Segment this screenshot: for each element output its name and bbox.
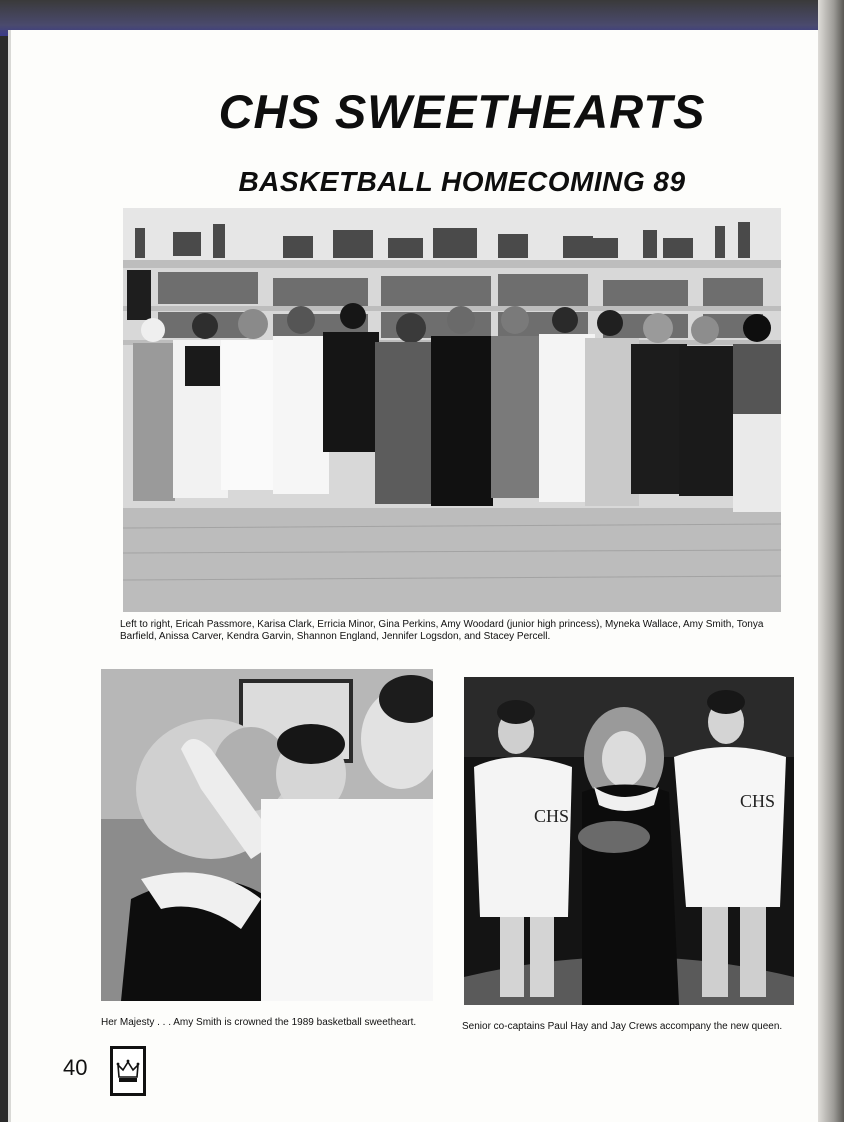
jersey-lettering-left: CHS: [534, 806, 570, 826]
captains-photo: [464, 677, 794, 1005]
captains-photo-caption: Senior co-captains Paul Hay and Jay Crews accompany the new queen.: [462, 1021, 783, 1032]
group-photo-caption: Left to right, Ericah Passmore, Karisa Clark, Erricia Minor, Gina Perkins, Amy Woodard (junior high princess), Myneka Wallace, Amy Smith, Tonya Barfield, Anissa Carver, Kendra Garvin, Shannon England, Jennifer Logsdon, and Stacey Percell.: [120, 619, 764, 642]
page-subtitle: BASKETBALL HOMECOMING 89: [238, 166, 686, 197]
page-number: 40: [63, 1055, 88, 1080]
crown-icon: [110, 1046, 146, 1096]
jersey-lettering-right: CHS: [740, 791, 776, 811]
page-title: CHS SWEETHEARTS: [218, 85, 706, 138]
crowning-photo-caption: Her Majesty . . . Amy Smith is crowned the 1989 basketball sweetheart.: [101, 1017, 417, 1028]
crowning-photo: [101, 669, 433, 1001]
group-photo: [123, 208, 781, 612]
